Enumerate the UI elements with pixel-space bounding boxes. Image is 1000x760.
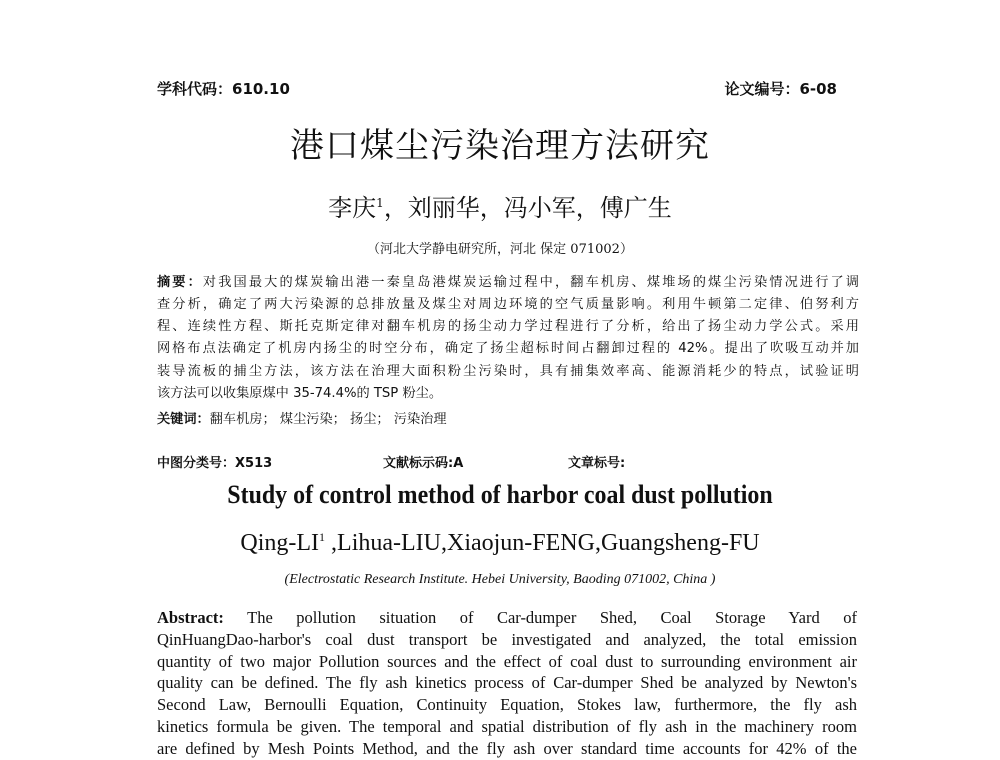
abstract-cn-label: 摘要： bbox=[157, 275, 203, 290]
clc-number: 中图分类号：X513 bbox=[157, 456, 273, 471]
abstract-en-label: Abstract: bbox=[157, 608, 224, 627]
authors-english: Qing-$LI^1$ ,Lihua-LIU,Xiaojun-FENG,Guangsheng-FU bbox=[240, 530, 760, 556]
paper-number: 论文编号：6-08 bbox=[724, 80, 837, 98]
abstract-cn-line: 该方法可以收集原煤中 35-74.4%的 TSP 粉尘。 bbox=[157, 386, 443, 401]
abstract-cn-line: 装导流板的捕尘方法，该方法在治理大面积粉尘污染时，具有捕集效率高、能源消耗少的特点，试验证明 bbox=[157, 364, 859, 379]
abstract-en-line: kinetics formula be given. The temporal and spatial distribution of fly ash in the machinery room bbox=[157, 717, 857, 736]
affiliation-chinese: （河北大学静电研究所，河北 保定 071002） bbox=[367, 242, 633, 257]
abstract-en-line: Second Law, Bernoulli Equation, Continuity Equation, Stokes law, furthermore, the fly ash bbox=[157, 695, 857, 714]
document-code: 文献标示码:A bbox=[383, 456, 464, 471]
article-number: 文章标号: bbox=[568, 456, 626, 471]
author-superscript: 1 bbox=[376, 196, 384, 210]
keywords-cn: 关键词：翻车机房； 煤尘污染； 扬尘； 污染治理 bbox=[157, 412, 447, 427]
abstract-en-line: are defined by Mesh Points Method, and the fly ash over standard time accounts for 42% of the bbox=[157, 739, 857, 758]
title-english: Study of control method of harbor coal dust pollution bbox=[227, 480, 773, 509]
author-superscript: 1 bbox=[319, 530, 326, 544]
abstract-en-line: quantity of two major Pollution sources and the effect of coal dust to surrounding environment air bbox=[157, 652, 857, 671]
title-chinese: 港口煤尘污染治理方法研究 bbox=[290, 126, 710, 166]
abstract-en-line: QinHuangDao-harbor's coal dust transport be investigated and analyzed, the total emission bbox=[157, 630, 857, 649]
abstract-cn-line: 查分析，确定了两大污染源的总排放量及煤尘对周边环境的空气质量影响。利用牛顿第二定律、伯努利方 bbox=[157, 297, 859, 312]
subject-code: 学科代码：610.10 bbox=[157, 80, 290, 98]
authors-rest: ，刘丽华，冯小军，傅广生 bbox=[383, 194, 672, 222]
abstract-en-line: Abstract: The pollution situation of Car-dumper Shed, Coal Storage Yard of bbox=[157, 608, 857, 627]
author-first: 李庆 bbox=[328, 194, 377, 222]
authors-chinese bbox=[0, 188, 1000, 223]
abstract-cn-line: 摘要：对我国最大的煤炭输出港一秦皇岛港煤炭运输过程中，翻车机房、煤堆场的煤尘污染情况进行了调 bbox=[157, 275, 859, 290]
abstract-cn-line: 程、连续性方程、斯托克斯定律对翻车机房的扬尘动力学过程进行了分析，给出了扬尘动力学公式。采用 bbox=[157, 319, 859, 334]
abstract-en-line: quality can be defined. The fly ash kinetics process of Car-dumper Shed be analyzed by Newton's bbox=[157, 673, 857, 692]
affiliation-english: (Electrostatic Research Institute. Hebei University, Baoding 071002, China ) bbox=[284, 572, 716, 587]
abstract-cn-line: 网格布点法确定了机房内扬尘的时空分布，确定了扬尘超标时间占翻卸过程的 42%。提出了吹吸互动并加 bbox=[157, 341, 859, 356]
